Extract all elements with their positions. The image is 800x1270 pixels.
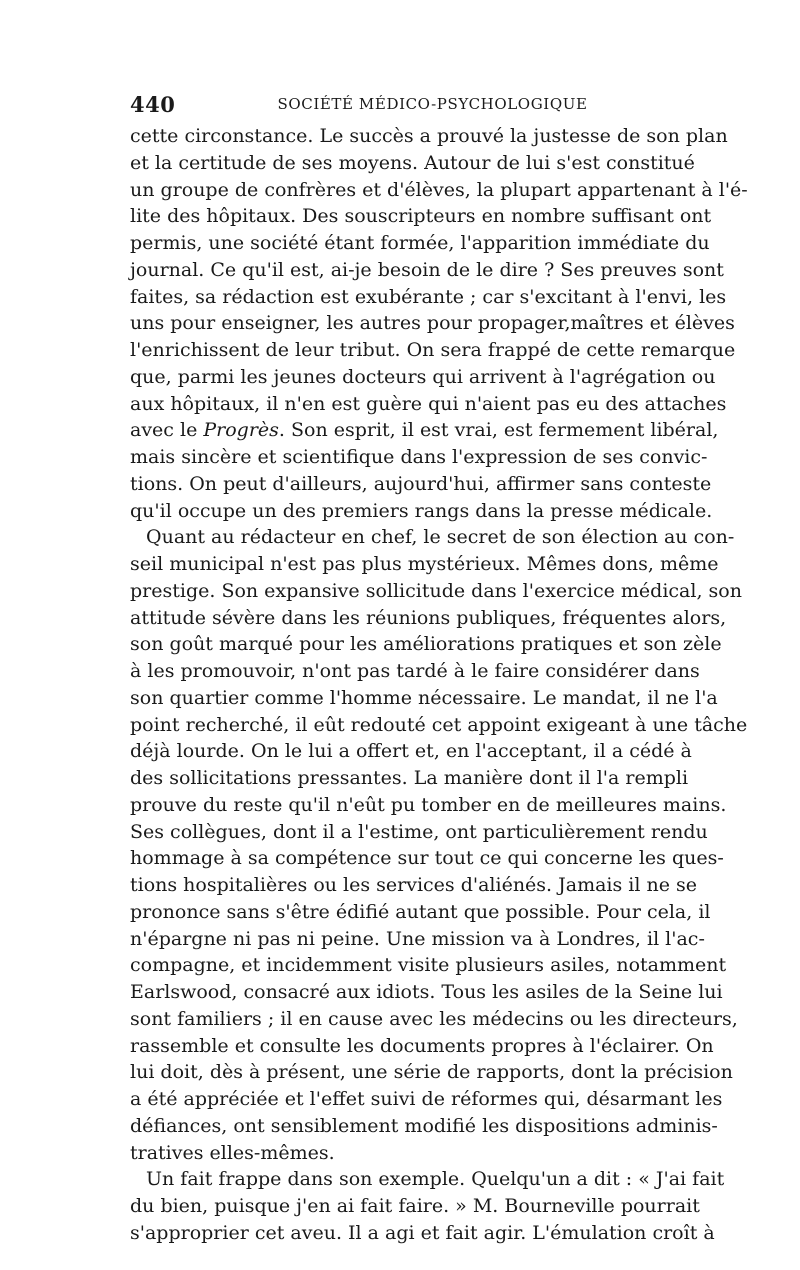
text-line: Ses collègues, dont il a l'estime, ont particulièrement rendu bbox=[130, 820, 708, 843]
text-line: lui doit, dès à présent, une série de rapports, dont la précision bbox=[130, 1061, 733, 1084]
text-line bbox=[130, 417, 719, 444]
text-line: hommage à sa compétence sur tout ce qui concerne les ques- bbox=[130, 847, 724, 870]
text-line: journal. Ce qu'il est, ai-je besoin de le dire ? Ses preuves sont bbox=[130, 258, 724, 281]
text-line: s'approprier cet aveu. Il a agi et fait agir. L'émulation croît à bbox=[130, 1221, 715, 1244]
text-line: prestige. Son expansive sollicitude dans l'exercice médical, son bbox=[130, 579, 742, 602]
text-line: tions. On peut d'ailleurs, aujourd'hui, affirmer sans conteste bbox=[130, 472, 712, 495]
text-line: tions hospitalières ou les services d'aliénés. Jamais il ne se bbox=[130, 874, 697, 896]
text-line: son goût marqué pour les améliorations pratiques et son zèle bbox=[130, 633, 722, 656]
text-line: un groupe de confrères et d'élèves, la plupart appartenant à l'é- bbox=[130, 178, 748, 201]
text-line: Earlswood, consacré aux idiots. Tous les asiles de la Seine lui bbox=[130, 981, 723, 1003]
text-line: à les promouvoir, n'ont pas tardé à le faire considérer dans bbox=[130, 660, 700, 682]
text-line: cette circonstance. Le succès a prouvé la justesse de son plan bbox=[130, 125, 728, 147]
text-line: rassemble et consulte les documents propres à l'éclairer. On bbox=[130, 1034, 714, 1057]
italic-title: Progrès bbox=[203, 419, 279, 442]
text-line: compagne, et incidemment visite plusieurs asiles, notamment bbox=[130, 954, 727, 977]
text-line: son quartier comme l'homme nécessaire. Le mandat, il ne l'a bbox=[130, 686, 718, 709]
text-line: point recherché, il eût redouté cet appoint exigeant à une tâche bbox=[130, 713, 748, 736]
text-line: des sollicitations pressantes. La manière dont il l'a rempli bbox=[130, 767, 689, 789]
text-line: qu'il occupe un des premiers rangs dans la presse médicale. bbox=[130, 499, 713, 522]
text-line: faites, sa rédaction est exubérante ; car s'excitant à l'envi, les bbox=[130, 285, 727, 308]
text-line: n'épargne ni pas ni peine. Une mission va à Londres, il l'ac- bbox=[130, 927, 705, 950]
text-line: et la certitude de ses moyens. Autour de lui s'est constitué bbox=[130, 151, 695, 174]
text-line: uns pour enseigner, les autres pour propager,maîtres et élèves bbox=[130, 312, 735, 335]
text-line: défiances, ont sensiblement modifié les dispositions adminis- bbox=[130, 1114, 718, 1137]
text-line: que, parmi les jeunes docteurs qui arrivent à l'agrégation ou bbox=[130, 365, 716, 388]
text-line: tratives elles-mêmes. bbox=[130, 1141, 335, 1164]
text-segment: avec le bbox=[130, 419, 204, 442]
text-line: déjà lourde. On le lui a offert et, en l'acceptant, il a cédé à bbox=[130, 740, 692, 763]
body-text bbox=[130, 123, 748, 1247]
text-segment: . Son esprit, il est vrai, est fermement libéral, bbox=[278, 419, 719, 442]
text-line: Quant au rédacteur en chef, le secret de son élection au con- bbox=[146, 526, 735, 549]
page-number: 440 bbox=[130, 92, 176, 117]
text-line: Un fait frappe dans son exemple. Quelqu'un a dit : « J'ai fait bbox=[146, 1168, 725, 1191]
text-line: lite des hôpitaux. Des souscripteurs en nombre suffisant ont bbox=[130, 205, 712, 228]
text-line: l'enrichissent de leur tribut. On sera frappé de cette remarque bbox=[130, 339, 736, 361]
text-line: aux hôpitaux, il n'en est guère qui n'aient pas eu des attaches bbox=[130, 392, 727, 415]
text-line: prouve du reste qu'il n'eût pu tomber en de meilleures mains. bbox=[130, 793, 727, 816]
text-line: sont familiers ; il en cause avec les médecins ou les directeurs, bbox=[130, 1007, 738, 1030]
text-line: du bien, puisque j'en ai fait faire. » M. Bourneville pourrait bbox=[130, 1195, 700, 1217]
text-line: a été appréciée et l'effet suivi de réformes qui, désarmant les bbox=[130, 1088, 723, 1110]
text-line: permis, une société étant formée, l'apparition immédiate du bbox=[130, 232, 710, 254]
text-line: attitude sévère dans les réunions publiques, fréquentes alors, bbox=[130, 606, 727, 629]
text-line: mais sincère et scientifique dans l'expression de ses convic- bbox=[130, 446, 708, 468]
text-line: prononce sans s'être édifié autant que possible. Pour cela, il bbox=[130, 900, 711, 923]
text-line: seil municipal n'est pas plus mystérieux. Mêmes dons, même bbox=[130, 553, 719, 575]
running-head bbox=[130, 92, 675, 116]
journal-title: SOCIÉTÉ MÉDICO-PSYCHOLOGIQUE bbox=[277, 95, 588, 113]
